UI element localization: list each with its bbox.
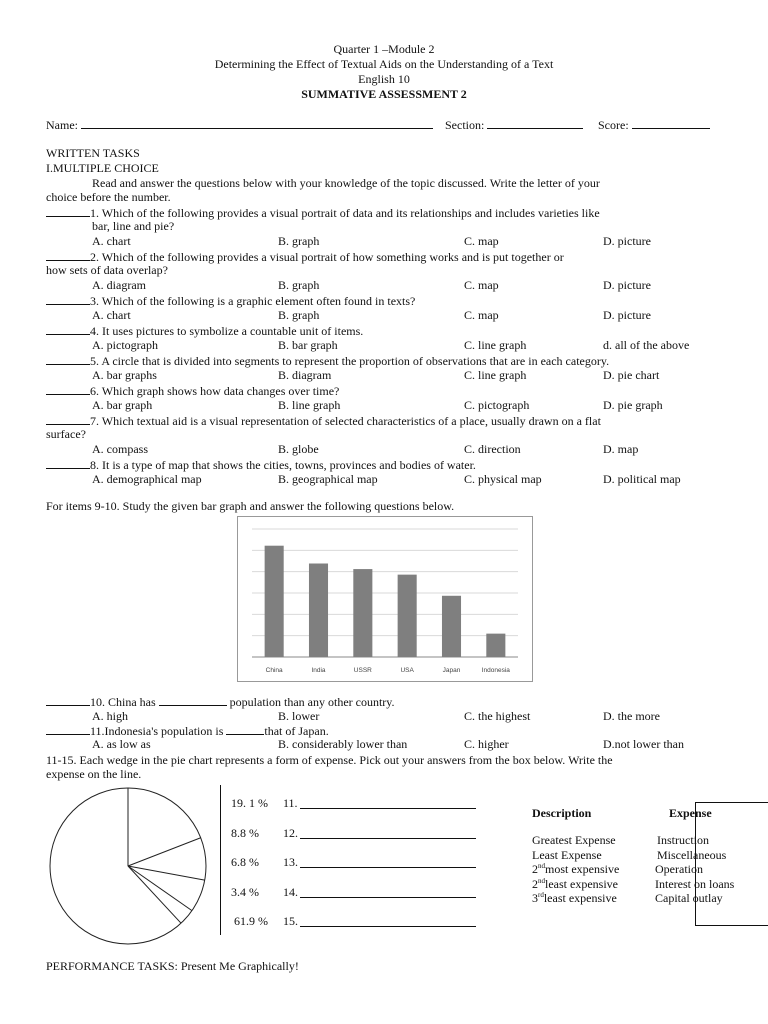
instructions-line-2: choice before the number. [46,190,171,204]
box-expense-5: Capital outlay [655,891,723,906]
description-text: Greatest Expense [532,833,616,847]
q10-option-d[interactable]: D. the more [603,709,660,723]
score-field[interactable] [598,117,710,133]
performance-tasks-heading: PERFORMANCE TASKS: Present Me Graphically! [46,959,299,973]
written-tasks-heading: WRITTEN TASKS [46,146,140,160]
answer-blank-10[interactable] [46,694,90,706]
x-tick-label: China [265,667,283,674]
q2-option-b[interactable]: B. graph [278,278,320,292]
q11-option-d[interactable]: D.not lower than [603,737,684,751]
pie-item-number-5: 15. [283,914,298,928]
bar-japan [442,596,461,657]
answer-blank-4[interactable] [46,323,90,335]
q4-option-a[interactable]: A. pictograph [92,338,158,352]
box-description-2 [532,848,602,863]
q1-option-c[interactable]: C. map [464,234,499,248]
instructions-line-1: Read and answer the questions below with your knowledge of the topic discussed. Write the letter of your [92,176,600,190]
q11-fill-blank[interactable] [226,723,264,735]
q3-option-d[interactable]: D. picture [603,308,651,322]
q1-option-d[interactable]: D. picture [603,234,651,248]
q5-option-d[interactable]: D. pie chart [603,368,660,382]
q11-pre: 11.Indonesia's population is [90,724,224,738]
bar-graph-intro: For items 9-10. Study the given bar graph and answer the following questions below. [46,499,455,513]
answer-blank-1[interactable] [46,205,90,217]
pie-intro-line-2: expense on the line. [46,767,142,781]
pie-percent-2: 8.8 % [231,825,259,840]
q6-option-d[interactable]: D. pie graph [603,398,663,412]
q1-option-b[interactable]: B. graph [278,234,320,248]
question-2-text: 2. Which of the following provides a visual portrait of how something works and is put together or [90,250,564,264]
bar-chart-frame [237,516,533,682]
q2-option-d[interactable]: D. picture [603,278,651,292]
q5-option-b[interactable]: B. diagram [278,368,332,382]
pie-percent-4: 3.4 % [231,884,259,899]
answer-blank-11[interactable] [46,723,90,735]
q3-option-a[interactable]: A. chart [92,308,131,322]
x-tick-label: USA [400,667,414,674]
pie-percent-3: 6.8 % [231,855,259,869]
q7-option-b[interactable]: B. globe [278,442,319,456]
section-blank[interactable] [487,117,583,129]
q8-option-b[interactable]: B. geographical map [278,472,378,486]
bar-ussr [353,569,372,657]
module-title: Determining the Effect of Textual Aids on the Understanding of a Text [214,57,554,71]
q10-option-a[interactable]: A. high [92,709,128,723]
description-text: Least Expense [532,847,602,862]
x-tick-label: USSR [353,667,372,674]
name-blank[interactable] [81,117,433,129]
bar-usa [398,575,417,657]
box-expense-4: Interest on loans [655,876,735,891]
assessment-title: SUMMATIVE ASSESSMENT 2 [301,87,467,101]
ordinal-number: 2 [532,862,538,877]
x-tick-label: Indonesia [481,667,510,674]
question-10 [46,694,395,710]
box-expense-2: Miscellaneous [657,847,727,862]
q10-post: population than any other country. [229,695,395,709]
answer-blank-8[interactable] [46,457,90,469]
question-4-text: 4. It uses pictures to symbolize a countable unit of items. [90,324,364,338]
bar-india [309,564,328,657]
description-text: least expensive [545,876,618,891]
section-label: Section: [445,118,485,132]
q7-option-d[interactable]: D. map [603,442,639,456]
x-tick-label: Japan [442,667,461,674]
description-text: least expensive [543,891,617,906]
q8-option-d[interactable]: D. political map [603,472,681,486]
q11-option-c[interactable]: C. higher [464,737,509,751]
name-label: Name: [46,118,78,132]
pie-intro-line-1: 11-15. Each wedge in the pie chart represents a form of expense. Pick out your answers from the box below. Write the [46,753,613,767]
answer-blank-2[interactable] [46,249,90,261]
q6-option-c[interactable]: C. pictograph [464,398,530,412]
question-5 [46,353,726,368]
q5-option-c[interactable]: C. line graph [464,368,527,382]
box-description-1 [532,833,616,848]
box-description-4 [532,877,618,892]
q10-option-c[interactable]: C. the highest [464,709,531,723]
q10-option-b[interactable]: B. lower [278,709,320,723]
question-2 [46,249,726,264]
answer-blank-7[interactable] [46,413,90,425]
bar-china [265,546,284,657]
pie-item-number-4: 14. [283,884,298,899]
question-1-text-cont: bar, line and pie? [92,219,175,233]
pie-item-number-2: 12. [283,825,298,840]
name-field[interactable] [46,117,433,133]
box-col-description: Description [532,806,592,820]
question-7 [46,413,726,428]
q8-option-c[interactable]: C. physical map [464,472,542,486]
q7-option-a[interactable]: A. compass [92,442,148,456]
question-6-text: 6. Which graph shows how data changes over time? [90,384,340,398]
pie-answer-blank-4[interactable] [300,897,476,898]
box-description-5 [532,891,617,906]
q11-post: that of Japan. [264,724,329,738]
q3-option-c[interactable]: C. map [464,308,499,322]
q7-option-c[interactable]: C. direction [464,442,521,456]
q8-option-a[interactable]: A. demographical map [92,472,202,486]
q6-option-b[interactable]: B. line graph [278,398,341,412]
q4-option-b[interactable]: B. bar graph [278,338,338,352]
q10-pre: 10. China has [90,695,156,709]
answer-blank-3[interactable] [46,293,90,305]
q1-option-a[interactable]: A. chart [92,234,131,248]
question-8 [46,457,726,472]
ordinal-number: 2 [532,876,538,891]
box-expense-3: Operation [655,862,703,877]
pie-divider-line [220,785,221,935]
question-3-text: 3. Which of the following is a graphic element often found in texts? [90,294,416,308]
multiple-choice-heading: I.MULTIPLE CHOICE [46,161,159,175]
pie-item-number-3: 13. [283,855,298,869]
question-8-text: 8. It is a type of map that shows the cities, towns, provinces and bodies of water. [90,458,476,472]
question-3 [46,293,726,308]
pie-answer-blank-5[interactable] [300,926,476,927]
quarter-line: Quarter 1 –Module 2 [333,42,435,56]
pie-percent-5: 61.9 % [234,914,268,928]
ordinal-suffix: nd [538,862,545,871]
q2-option-c[interactable]: C. map [464,278,499,292]
question-7-text: 7. Which textual aid is a visual representation of selected characteristics of a place, usually drawn on a flat [90,414,601,428]
expense-box [695,802,768,926]
q11-option-b[interactable]: B. considerably lower than [278,737,408,751]
question-1-text: 1. Which of the following provides a visual portrait of data and its relationships and includes varieties like [90,206,600,220]
pie-answer-blank-2[interactable] [300,838,476,839]
question-1 [46,205,726,220]
q11-option-a[interactable]: A. as low as [92,737,151,751]
q5-option-a[interactable]: A. bar graphs [92,368,157,382]
score-label: Score: [598,118,629,132]
box-description-3 [532,862,619,877]
q4-option-c[interactable]: C. line graph [464,338,527,352]
pie-answer-blank-1[interactable] [300,808,476,809]
ordinal-suffix: nd [538,876,545,885]
description-text: most expensive [545,862,620,877]
question-5-text: 5. A circle that is divided into segments to represent the proportion of observations that are in each category. [90,354,610,368]
bar-indonesia [486,634,505,657]
pie-item-number-1: 11. [283,796,298,810]
answer-blank-6[interactable] [46,383,90,395]
x-tick-label: India [311,667,326,674]
ordinal-suffix: rd [538,891,544,900]
q10-fill-blank[interactable] [159,694,227,706]
section-field[interactable] [445,117,583,133]
question-2-text-cont: how sets of data overlap? [46,263,168,277]
score-blank[interactable] [632,117,710,129]
q4-option-d[interactable]: d. all of the above [603,338,690,352]
bar-chart [238,517,532,681]
box-expense-1: Instruction [657,833,709,847]
ordinal-number: 3 [532,891,538,906]
subject-line: English 10 [358,72,410,86]
q2-option-a[interactable]: A. diagram [92,278,146,292]
pie-chart [44,786,214,946]
question-6 [46,383,726,398]
answer-blank-5[interactable] [46,353,90,365]
box-col-expense: Expense [669,806,712,820]
question-7-text-cont: surface? [46,427,86,441]
q6-option-a[interactable]: A. bar graph [92,398,153,412]
pie-answer-blank-3[interactable] [300,867,476,868]
pie-percent-1: 19. 1 % [231,796,268,810]
q3-option-b[interactable]: B. graph [278,308,320,322]
question-4 [46,323,726,338]
